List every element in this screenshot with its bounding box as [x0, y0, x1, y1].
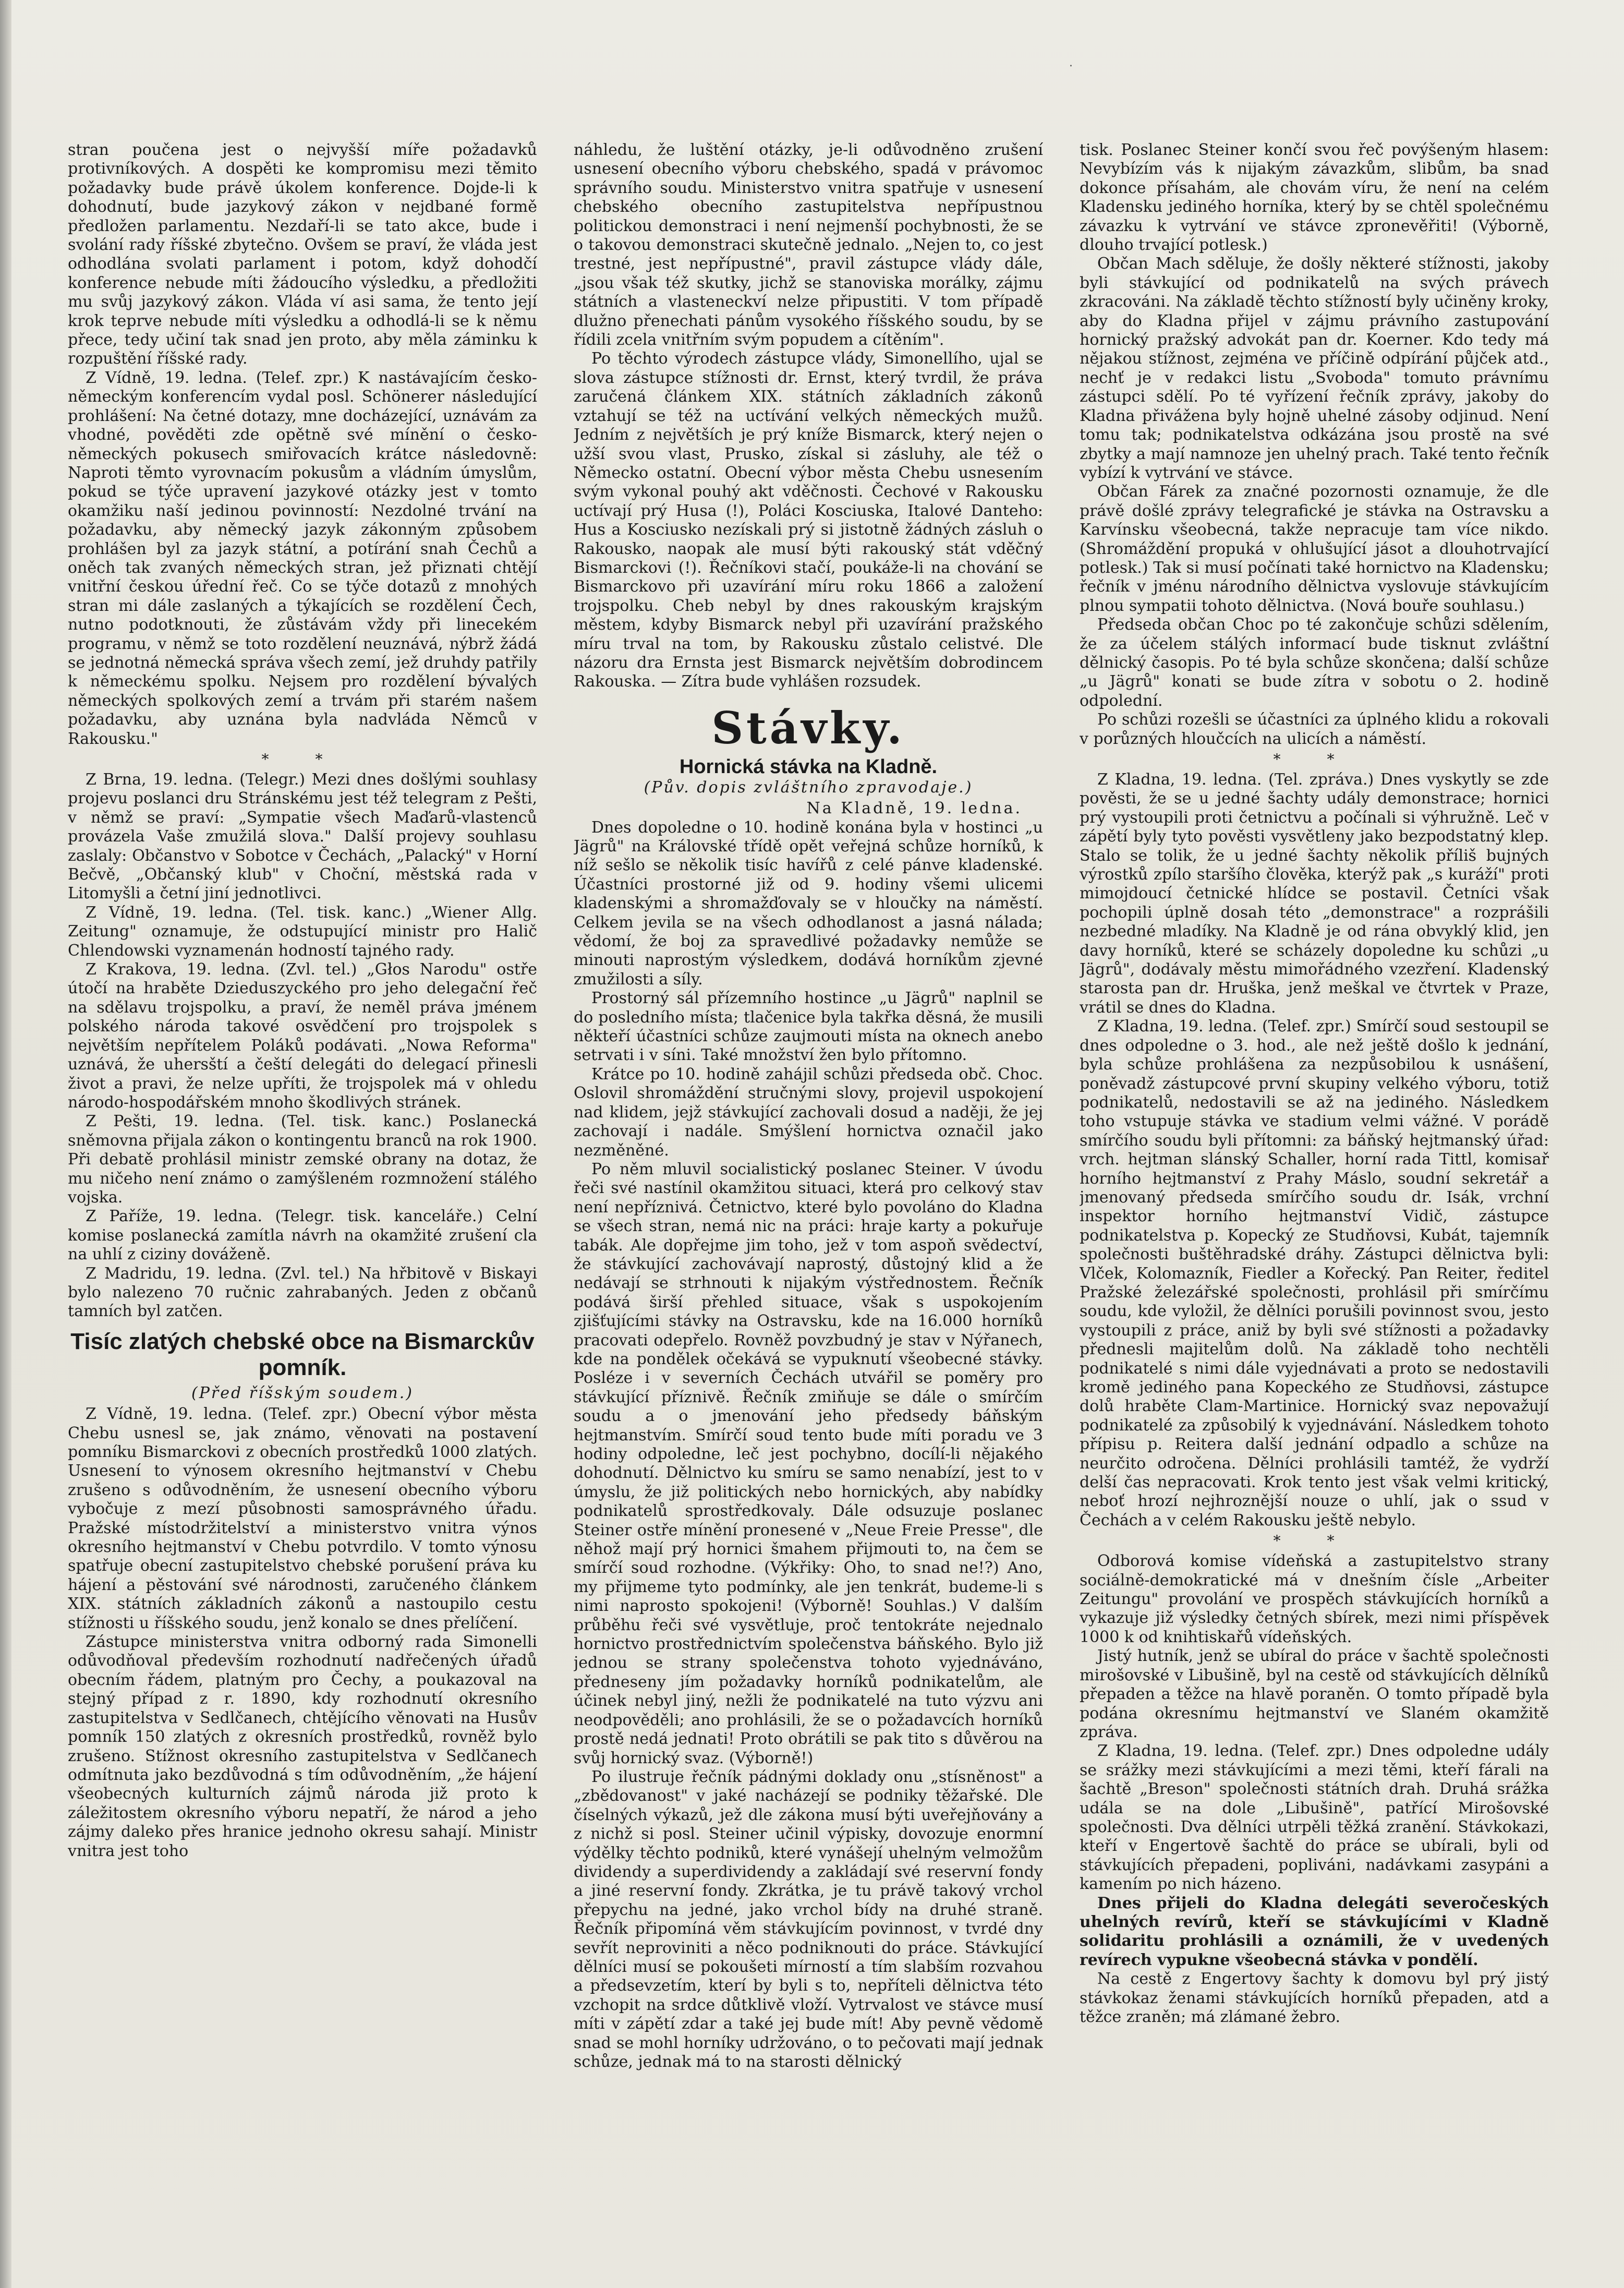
article-paragraph: tisk. Poslanec Steiner končí svou řeč povýšeným hlasem: Nevybízím vás k nijakým závazkům, slibům, ba snad dokonce přísahám, ale chovám víru, že není na celém Kladensku jediného horníka, který by se chtěl společnému závazku k vytrvání ve stávce zpronevěřiti! (Výborně, dlouho trvající potlesk.) [1080, 141, 1549, 255]
news-item: Z Kladna, 19. ledna. (Tel. zpráva.) Dnes vyskytly se zde pověsti, že se u jedné šachty udály demonstrace; hornici prý vystoupili proti četnictvu a počínali si výhružně. Leč v zápětí byly tyto pověsti vysvětleny jako bezpodstatný klep. Stalo se tolik, že u jedné šachty několik příliš bujných výrostků zpílo staršího člověka, kterýž pak „s kuráží" proti mimojdoucí četnické hlídce se postavil. Četníci však pochopili úplně dosah této „demonstrace" a rozprášili nezbedné mladíky. Na Kladně je od rána obvyklý klid, jen davy horníků, které se scházely dopoledne ku schůzi „u Jägrů", dodávaly městu mimořádného vzezření. Kladenský starosta pan dr. Hruška, jenž meškal ve čtvrtek v Praze, vrátil se dnes do Kladna. [1080, 770, 1549, 1017]
ornament-divider: * * [1273, 751, 1355, 768]
column-1 [68, 141, 537, 2259]
article-subheadline: (Před říšským soudem.) [191, 1383, 414, 1402]
article-paragraph: Z Vídně, 19. ledna. (Telef. zpr.) Obecní výbor města Chebu usnesl se, jak známo, věnovati na postavení pomníku Bismarckovi z obecních prostředků 1000 zlatých. Usnesení to výnosem okresního hejtmanství v Chebu zrušeno s odůvodněním, že usnesení obecního výboru vybočuje z mezí působnosti samosprávného úřadu. Pražské místodržitelství a ministerstvo vnitra výnos okresního hejtmanství v Chebu potvrdilo. V tomto výnosu spatřuje obecní zastupitelstvo chebské porušení práva ku hájení a pěstování své národnosti, zaručeného článkem XIX. státních základních zákonů a nastoupilo cestu stížnosti u říšského soudu, jenž konalo se dnes přelíčení. [68, 1405, 537, 1632]
article-paragraph: Po těchto výrodech zástupce vlády, Simonellího, ujal se slova zástupce stížnosti dr. Ernst, který tvrdil, že práva zaručená článkem XIX. státních základních zákonů vztahují se též na uctívání velkých německých mužů. Jedním z největších je prý kníže Bismarck, který nejen o užší svou vlast, Prusko, získal si zásluhy, ale též o Německo ostatní. Obecní výbor města Chebu usnesením svým vykonal pouhý akt vděčnosti. Čechové v Rakousku uctívají prý Husa (!), Poláci Kosciuska, Italové Danteho: Hus a Kosciusko nezískali prý si jistotně žádných zásluh o Rakousko, naopak ale musí býti rakouský stát vděčný Bismarckovi (!). Řečníkovi stačí, poukáže-li na chování se Bismarckovo při uzavírání míru roku 1866 a založení trojspolku. Cheb nebyl by dnes rakouským krajským městem, kdyby Bismarck nebyl při uzavírání pražského míru trval na tom, by Rakousku zůstalo celistvé. Dle názoru dra Ernsta jest Bismarck největším dobrodincem Rakouska. — Zítra bude vyhlášen rozsudek. [574, 350, 1043, 691]
columns [68, 141, 1549, 2259]
article-paragraph: Po ilustruje řečník pádnými doklady onu „stísněnost" a „zbědovanost" v jaké nacházejí se podniky těžařské. Dle číselných výkazů, jež dle zákona musí býti uveřejňovány a z nichž si posl. Steiner učinil výpisky, dovozuje enormní výdělky těchto podniků, které vynášejí uhelným velmožům dividendy a superdividendy a zakládají své reservní fondy a jiné reservní fondy. Zkrátka, je tu právě takový vrchol přepychu na jedné, jako vrchol bídy na druhé straně. Řečník připomíná věm stávkujícím povinnost, v tvrdé dny sevřít neproviniti a něco podniknouti do práce. Stávkující dělníci musí se pokoušeti mírností a tím slabším rozvahou a předsevzetím, kterí by byli s to, nepříteli dělnictva této vzchopit na srdce důtklivě vloží. Vytrvalost ve stávce musí míti v zápětí zdar a také jej bude mít! Aby pevně vědomě snad se mohl horníky udržováno, o to pečovati mají jednak schůze, jednak má to na starosti dělnický [574, 1767, 1043, 2071]
news-item: Z Madridu, 19. ledna. (Zvl. tel.) Na hřbitově v Biskayi bylo nalezeno 70 ručnic zahrabaných. Jeden z občanů tamních byl zatčen. [68, 1264, 537, 1321]
article-source: (Pův. dopis zvláštního zpravodaje.) [644, 778, 973, 797]
news-item: Z Krakova, 19. ledna. (Zvl. tel.) „Głos Narodu" ostře útočí na hraběte Dzieduszyckého pro jeho delegační řeč na sdělavu trojspolku, a praví, že neměl práva jménem polského národa takové osvědčení pro trojspolek s největším nepřítelem Poláků podávati. „Nowa Reforma" uznává, že uhersští a čeští delegáti do delegací přinesli život a pravi, že nelze upříti, že trojspolek má v ohledu národo-hospodářském mnoho škodlivých stránek. [68, 960, 537, 1112]
article-paragraph: Předseda občan Choc po té zakončuje schůzi sdělením, že za účelem stálých informací bude tisknut zvláštní dělnický časopis. Po té byla schůze skončena; další schůze „u Jägrů" konati se bude zítra v sobotu o 2. hodině odpolední. [1080, 616, 1549, 710]
news-item: Z Brna, 19. ledna. (Telegr.) Mezi dnes došlými souhlasy projevu poslanci dru Stránskému jest též telegram z Pešti, v němž se praví: „Sympatie všech Maďarů-vlastenců provázela Vaše zmužilá slova." Další projevy souhlasu zaslaly: Občanstvo v Sobotce v Čechách, „Palacký" v Horní Bečvě, „Občanský klub" v Choční, městská rada v Litomyšli a četní jiní jednotlivci. [68, 770, 537, 903]
news-item: Odborová komise vídeňská a zastupitelstvo strany sociálně-demokratické má v dnešním čísle „Arbeiter Zeitungu" provolání ve prospěch stávkujících horníků a vykazuje již výsledky četných sbírek, mezi nimi příspěvek 1000 k od knihtiskařů vídeňských. [1080, 1552, 1549, 1646]
article-paragraph: náhledu, že luštění otázky, je-li odůvodněno zrušení usnesení obecního výboru chebského, spadá v právomoc správního soudu. Ministerstvo vnitra spatřuje v usnesení chebského obecního zastupitelstva nepřípustnou politickou demonstraci i není nejmenší pochybnosti, že se o takovou demonstraci skutečně jednalo. „Nejen to, co jest trestné, jest nepřípustné", pravil zástupce vlády dále, „jsou však též skutky, jichž se stanoviska morálky, zájmu státních a vlasteneckví nelze připustiti. V tom případě dlužno přenechati pánům vysokého říšského soudu, by se řídili zcela vnitřním svým popudem a cítěním". [574, 141, 1043, 350]
news-item: Z Vídně, 19. ledna. (Tel. tisk. kanc.) „Wiener Allg. Zeitung" oznamuje, že odstupující ministr pro Halič Chlendowski vyznamenán hodností tajného rady. [68, 903, 537, 960]
article-paragraph: Krátce po 10. hodině zahájil schůzi předseda obč. Choc. Oslovil shromáždění stručnými slovy, projevil uspokojení nad klidem, jejž stávkující zachovali dosud a naději, že jej zachovají i nadále. Smýšlení hornictva označil jako nezměněné. [574, 1065, 1043, 1160]
news-item: Z Kladna, 19. ledna. (Telef. zpr.) Smírčí soud sestoupil se dnes odpoledne o 3. hod., ale než ještě došlo k jednání, byla schůze prohlášena za nezpůsobilou k usnášení, poněvadž zástupcové první skupiny velkého výboru, totiž podnikatelů, nedostavili se až na jediného. Následkem toho vstupuje stávka ve stadium velmi vážné. V porádě smírčího soudu byli přítomni: za báňský hejtmanský úřad: vrch. hejtman slánský Schaller, horní rada Tittl, komisař horního hejtmanství z Prahy Máslo, soudní sekretář a jmenovaný předseda smírčího soudu dr. Isák, vrchní inspektor horního hejtmanství Vidič, zástupce podnikatelstva p. Kopecký ze Studňovsi, Kubát, tajemník společnosti buštěhradské dráhy. Zástupci dělnictva byli: Vlček, Kolomazník, Fiedler a Kořecký. Pan Reiter, ředitel Pražské železářské společnosti, prohlásil při smírčímu soudu, kde vyložil, že dělníci porušili povinnost svou, jesto vystoupili z práce, aniž by byli své stížnosti a požadavky přednesli majitelům dolů. Na základě toho nechtěli podnikatelé s nimi dále vyjednávati a proto se nedostavili kromě jediného pana Kopeckého ze Studňovsi, zástupce dolů hraběte Clam-Martinice. Hornický svaz nepovažují podnikatelé za způsobilý k vyjednávání. Následkem tohoto přípisu p. Reitera další jednání odpadlo a schůze na neurčito odročena. Dělníci prohlásili tamtéž, že vydrží delší čas nepracovati. Krok tento jest však velmi kritický, neboť hrozí nejhroznější nouze o uhlí, jak o ssud v Čechách a v celém Rakousku ještě nebylo. [1080, 1017, 1549, 1530]
news-item: Z Pešti, 19. ledna. (Tel. tisk. kanc.) Poslanecká sněmovna přijala zákon o kontingentu branců na rok 1900. Při debatě prohlásil ministr zemské obrany na dotaz, že mu ničeho není známo o zamýšleném rozmnožení stálého vojska. [68, 1112, 537, 1207]
scan-edge [0, 0, 11, 2288]
news-item: Z Paříže, 19. ledna. (Telegr. tisk. kanceláře.) Celní komise poslanecká zamítla návrh na okamžité zrušení cla na uhlí z ciziny dováženě. [68, 1207, 537, 1264]
news-item: Jistý hutník, jenž se ubíral do práce v šachtě společnosti mirošovské v Libušině, byl na cestě od stávkujících dělníků přepaden a těžce na hlavě poraněn. O tomto případě byla podána okresnímu hejtmanství ve Slaném okamžitě zpráva. [1080, 1647, 1549, 1741]
news-item: Z Kladna, 19. ledna. (Telef. zpr.) Dnes odpoledne udály se srážky mezi stávkujícími a mezi těmi, kteří fárali na šachtě „Breson" společnosti státních drah. Druhá srážka udála se na dole „Libušině", patřící Mirošovské společnosti. Dva dělníci utrpěli těžká zranění. Stávkokazi, kteří v Engertově šachtě do práce se ubírali, byli od stávkujících přepadeni, popliváni, nadávkami zasypáni a kamením po nich házeno. [1080, 1742, 1549, 1894]
news-item: Z Vídně, 19. ledna. (Telef. zpr.) K nastávajícím česko-německým konferencím vydal posl. Schönerer následující prohlášení: Na četné dotazy, mne docházející, uznávám za vhodné, pověděti zde opětně své mínění o česko-německých pokusech smiřovacích krátce následovně: Naproti těmto vyrovnacím pokusům a vládním úmyslům, pokud se týče upravení jazykové otázky jest v tomto okamžiku naší jedinou povinností: Nezdolné trvání na požadavku, aby německý jazyk zákonným způsobem prohlášen byl za jazyk státní, a potírání snah Čechů a oněch tak zvaných německých stran, jež přiznati chtějí vnitřní českou úřední řeč. Co se týče dotazů z mnohých stran mi dále zaslaných a týkajících se rozdělení Čech, nutno podotknouti, že zůstávám vždy při linecekém programu, v němž se toto rozdělení neuznává, nýbrž žádá se jednotná německá správa všech zemí, jež druhdy patřily k německému spolku. Nejsem pro rozdělení bývalých německých spolkových zemí a trvám při starém našem požadavku, aby uznána byla nadvláda Němců v Rakousku." [68, 368, 537, 748]
article-paragraph: Dnes dopoledne o 10. hodině konána byla v hostinci „u Jägrů" na Královské třídě opět veřejná schůze horníků, k níž sešlo se několik tisíc havířů z celé pánve kladenské. Účastníci prostorné již od 9. hodiny všemi ulicemi kladenskými a shromažďovaly se v hloučky na náměstí. Celkem jevila se na všech odhodlanost a jasná nálada; vědomí, že boj za spravedlivé požadavky nemůže se minouti naprostým výsledkem, dodává horníkům zjevné zmužilosti a síly. [574, 818, 1043, 989]
ornament-divider: * * [1273, 1532, 1355, 1550]
article-headline: Tisíc zlatých chebské obce na Bismarckův pomník. [70, 1328, 535, 1380]
article-paragraph: Občan Mach sděluje, že došly některé stížnosti, jakoby byli stávkující od podnikatelů na svých právech zkracováni. Na základě těchto stížností byly učiněny kroky, aby do Kladna přijel v zájmu právního zastupování hornický pražský advokát pan dr. Koerner. Kdo tedy má nějakou stížnost, zejména ve příčině odpírání půjček atd., nechť je v redakci listu „Svoboda" tomuto právnímu zástupci sdělí. Po té vyřízení řečník zprávy, jakoby do Kladna přivážena byly hojně uhelné zásoby odjinud. Není tomu tak; podnikatelstva odkázána jsou prostě na své zbytky a mají namnoze jen uhelný prach. Také tento řečník vybízí k vytrvání ve stávce. [1080, 255, 1549, 482]
dateline: Na Kladně, 19. ledna. [806, 799, 1022, 818]
news-item: Na cestě z Engertovy šachty k domovu byl prý jistý stávkokaz ženami stávkujících horníků přepaden, atd a těžce zraněn; má zlámané žebro. [1080, 1970, 1549, 2026]
news-item-bold: Dnes přijeli do Kladna delegáti severočeských uhelných revírů, kteří se stávkujícími v Kladně solidaritu prohlásili a oznámili, že v uvedených revírech vypukne všeobecná stávka v pondělí. [1080, 1894, 1549, 1969]
article-headline: Hornická stávka na Kladně. [679, 755, 938, 778]
column-2 [574, 141, 1043, 2259]
article-paragraph: stran poučena jest o nejvyšší míře požadavků protivníkových. A dospěti ke kompromisu mezi těmito požadavky bude právě úkolem konference. Dojde-li k dohodnutí, bude jazykový zákon v nejdbané formě předložen parlamentu. Nezdaří-li se tato akce, bude i svolání rady říšské zbytečno. Ovšem se praví, že vláda jest odhodlána svolati parlament i potom, když dohodčí konference nebude míti žádoucího výsledku, a předložiti mu svůj jazykový zákon. Vláda ví asi sama, že tento její krok teprve nebude míti výsledku a odhodlá-li se k němu přece, tedy učiní tak snad jen proto, aby měla záminku k rozpuštění říšské rady. [68, 141, 537, 368]
article-paragraph: Po schůzi rozešli se účastníci za úplného klidu a rokovali v porůzných hloučcích na ulicích a náměstí. [1080, 711, 1549, 748]
article-paragraph: Občan Fárek za značné pozornosti oznamuje, že dle právě došlé zprávy telegrafické je stávka na Ostravsku a Karvínsku všeobecná, takže nepracuje tam více nikdo. (Shromáždění propuká v ohlušující jásot a dlouhotrvající potlesk.) Tak si musí počínati také hornictvo na Kladensku; řečník v jménu národního dělnictva vyslovuje stávkujícím plnou sympatii tohoto dělnictva. (Nová bouře souhlasu.) [1080, 483, 1549, 615]
page-mark: . [1069, 56, 1073, 69]
article-paragraph: Po něm mluvil socialistický poslanec Steiner. V úvodu řeči své nastínil okamžitou situaci, která pro celkový stav není nepříznivá. Četnictvo, které bylo povoláno do Kladna se všech stran, nemá nic na práci: hraje karty a pokuřuje tabák. Ale dopřejme jim toho, jež v tom aspoň svědectví, že stávkující zachovávají naprostý, důstojný klid a že nedávají se strhnouti k nijakým výstřednostem. Řečník podává širší přehled situace, však s uspokojením zjišťujícími stávky na Ostravsku, kde na 16.000 horníků pracovati odepřelo. Rovněž povzbudný je stav v Nýřanech, kde na pondělek očekává se vypuknutí všeobecné stávky. Posléze i v severních Čechách utvářil se poměry pro stávkující příznivě. Řečník zmiňuje se dále o smírčím soudu a o jmenování jeho předsedy báňským hejtmanstvím. Smírčí soud tento bude míti poradu ve 3 hodiny odpoledne, leč jest pochybno, docílí-li nějakého dohodnutí. Dělnictvo ku smíru se samo nenabízí, jest to v úmyslu, že již politických nebo hornických, aby nabídky podnikatelů sprostředkovaly. Dále odsuzuje poslanec Steiner ostře mínění pronesené v „Neue Freie Presse", dle něhož mají prý hornici šmahem přijmouti to, na čem se smírčí soud rozhodne. (Výkřiky: Oho, to snad ne!?) Ano, my přijmeme tyto podmínky, ale jen tenkrát, budeme-li s nimi naprosto spokojeni! (Výborně! Souhlas.) V dalším průběhu řeči své vysvětluje, proč tentokráte nejednalo hornictvo prostřednictvím společenstva báňského. Bylo již jednou se strany společenstva tohoto vyjednáváno, předneseny jím požadavky horníků podnikatelům, ale účinek nebyl jiný, nežli že podnikatelé na tuto výzvu ani neodpověděli; ano prohlásili, že se o požadavcích horníků prostě nedá jednati! Proto obrátili se pak tito s důvěrou na svůj hornický svaz. (Výborně!) [574, 1160, 1043, 1767]
section-masthead: Stávky. [711, 702, 905, 754]
article-paragraph: Zástupce ministerstva vnitra odborný rada Simonelli odůvodňoval především rozhodnutí nadřečených úřadů obecním řádem, platným pro Čechy, a poukazoval na stejný případ z r. 1890, kdy rozhodnutí okresního zastupitelstva v Sedlčanech, chtějícího věnovati na Husův pomník 150 zlatých z okresních prostředků, rovněž bylo zrušeno. Stížnost okresního zastupitelstva v Sedlčanech odmítnuta jako bezdůvodná s tím odůvodněním, „že hájení všeobecných kulturních zájmů národa již proto k záležitostem okresního výboru nepatří, že národ a jeho zájmy daleko přes hranice jednoho okresu sahají. Ministr vnitra jest toho [68, 1633, 537, 1860]
ornament-divider: * * [261, 751, 344, 768]
column-3 [1080, 141, 1549, 2259]
article-paragraph: Prostorný sál přízemního hostince „u Jägrů" naplnil se do posledního místa; tlačenice byla takřka děsná, že musili někteří účastníci schůze zaujmouti místa na oknech anebo setrvati i v síni. Také množství žen bylo přítomno. [574, 989, 1043, 1065]
